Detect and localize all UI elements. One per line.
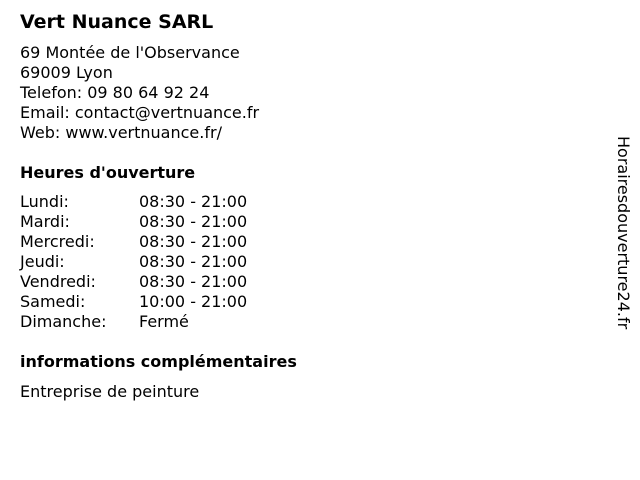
day-label: Jeudi:	[20, 252, 65, 271]
site-watermark: Horairesdouverture24.fr	[614, 136, 633, 330]
additional-info-heading: informations complémentaires	[20, 352, 297, 371]
hours-row-tuesday	[20, 212, 580, 232]
day-hours: 08:30 - 21:00	[139, 212, 248, 231]
day-hours: 08:30 - 21:00	[139, 272, 248, 291]
hours-row-saturday	[20, 292, 580, 312]
business-card	[20, 11, 580, 402]
hours-row-friday	[20, 272, 580, 292]
day-hours: Fermé	[139, 312, 189, 331]
postal-city: 69009 Lyon	[20, 63, 113, 82]
website-address: Web: www.vertnuance.fr/	[20, 123, 222, 142]
business-category: Entreprise de peinture	[20, 382, 200, 401]
business-name: Vert Nuance SARL	[20, 11, 214, 33]
hours-row-sunday	[20, 312, 580, 332]
hours-row-monday	[20, 192, 580, 212]
opening-hours-heading: Heures d'ouverture	[20, 163, 196, 182]
day-label: Samedi:	[20, 292, 86, 311]
day-hours: 08:30 - 21:00	[139, 232, 248, 251]
day-hours: 10:00 - 21:00	[139, 292, 248, 311]
day-label: Mardi:	[20, 212, 70, 231]
phone-number: Telefon: 09 80 64 92 24	[20, 83, 210, 102]
day-label: Mercredi:	[20, 232, 95, 251]
hours-row-wednesday	[20, 232, 580, 252]
day-label: Lundi:	[20, 192, 69, 211]
street-address: 69 Montée de l'Observance	[20, 43, 240, 62]
day-label: Vendredi:	[20, 272, 96, 291]
day-hours: 08:30 - 21:00	[139, 192, 248, 211]
day-label: Dimanche:	[20, 312, 107, 331]
day-hours: 08:30 - 21:00	[139, 252, 248, 271]
hours-row-thursday	[20, 252, 580, 272]
email-address: Email: contact@vertnuance.fr	[20, 103, 260, 122]
address-block	[20, 43, 580, 143]
opening-hours-table	[20, 192, 580, 332]
